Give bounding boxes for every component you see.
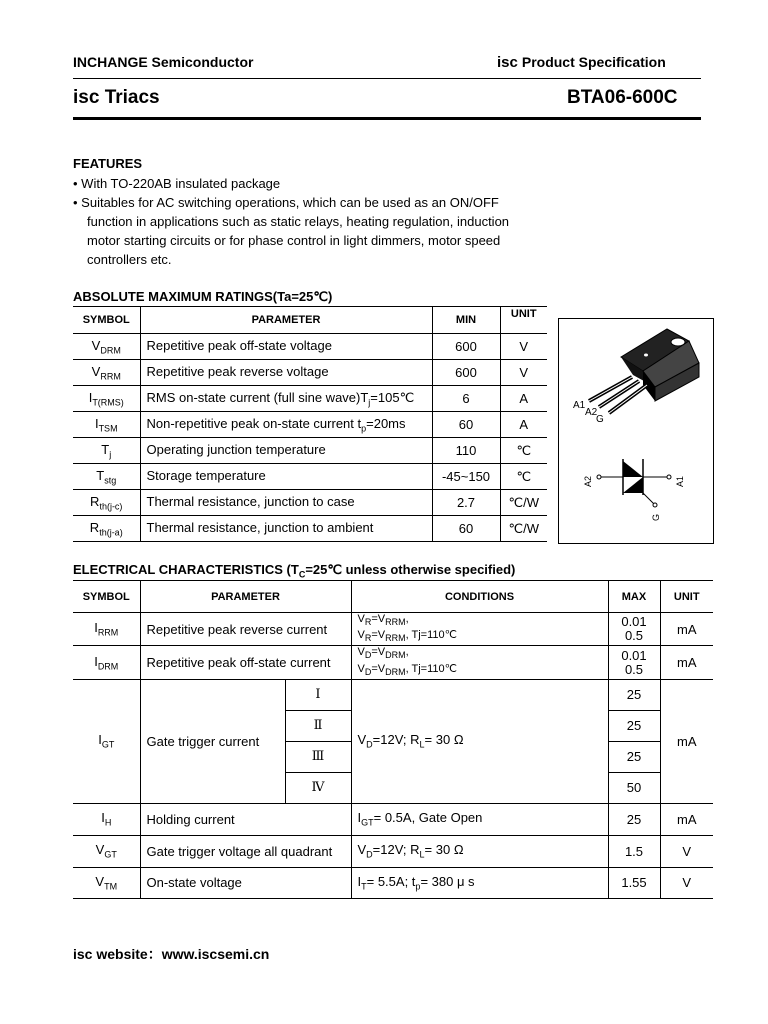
min-cell: 110 [432, 438, 500, 464]
parameter-cell [140, 516, 432, 542]
param-text: Thermal resistance, junction to case [146, 493, 355, 509]
ec-heading [73, 562, 515, 580]
sym: I [88, 389, 93, 405]
c: , Tj=110℃ [405, 629, 457, 642]
symbol-cell [73, 835, 140, 867]
table-row [73, 438, 547, 464]
unit-cell: mA [660, 679, 713, 803]
sym: V [95, 873, 105, 889]
param-text: RMS on-state current (full sine wave)T [146, 389, 369, 405]
param-text: Thermal resistance, junction to ambient [146, 519, 374, 535]
c-sub: D [364, 666, 372, 677]
spec-label-text: Product Specification [521, 54, 666, 70]
amr-heading: ABSOLUTE MAXIMUM RATINGS(Ta=25℃) [73, 289, 333, 304]
sym-sub: GT [101, 740, 115, 751]
max-value: 0.01 [621, 614, 647, 630]
amr-table [73, 306, 547, 542]
c: V [357, 613, 365, 625]
symbol-cell [73, 613, 140, 646]
conditions-cell [351, 646, 608, 679]
c: =V [371, 646, 386, 659]
table-row [73, 360, 547, 386]
table-row [73, 386, 547, 412]
max-cell: 25 [608, 803, 660, 835]
pin-a1-label: A1 [573, 400, 586, 411]
c: , [405, 646, 409, 659]
parameter-cell: On-state voltage [140, 867, 351, 898]
unit-cell: mA [660, 613, 713, 646]
max-value: 0.5 [624, 628, 644, 644]
table-row [73, 613, 713, 646]
unit-cell: V [500, 334, 547, 360]
col-min: MIN [432, 307, 500, 334]
max-cell: 25 [608, 679, 660, 710]
c: V [357, 732, 367, 748]
parameter-cell [140, 334, 432, 360]
sym: T [96, 467, 105, 483]
min-cell: 60 [432, 516, 500, 542]
unit-cell: V [660, 835, 713, 867]
sym-sub: th(j-a) [99, 527, 123, 538]
sym-sub: TSM [98, 423, 118, 434]
ec-col-max: MAX [608, 581, 660, 613]
unit-cell: V [500, 360, 547, 386]
sym-sub: TM [104, 881, 118, 892]
min-cell: 600 [432, 334, 500, 360]
c-sub: T [361, 881, 367, 892]
ec-header-row [73, 581, 713, 613]
param-text: Repetitive peak off-state voltage [146, 337, 332, 353]
table-row [73, 646, 713, 679]
sym: I [94, 415, 99, 431]
max-value: 0.01 [621, 647, 647, 663]
min-cell: 2.7 [432, 490, 500, 516]
ec-col-symbol: SYMBOL [73, 581, 140, 613]
param-text: Non-repetitive peak on-state current t [146, 415, 362, 431]
conditions-cell [351, 867, 608, 898]
sym-sub: RRM [97, 627, 119, 638]
sym-sub: DRM [97, 661, 119, 672]
c-sub: RRM [385, 617, 406, 628]
c: I [357, 873, 362, 889]
symbol-cell [73, 412, 140, 438]
sym-sub: DRM [100, 345, 121, 356]
feature-item: • Suitables for AC switching operations, which can be used as an ON/OFF function in applications such as static relays, heating regulation, induction motor starting circuits or for phase control in light dimmers, motor speed controllers etc. [73, 195, 510, 267]
parameter-cell: Gate trigger current [140, 679, 285, 803]
c-sub: D [366, 740, 373, 751]
company-name: INCHANGE Semiconductor [73, 54, 254, 70]
col-unit: UNIT [500, 307, 547, 334]
sym-sub: RRM [100, 371, 121, 382]
c: = 30 Ω [424, 842, 464, 858]
symbol-g-label: G [651, 513, 661, 521]
min-cell: 60 [432, 412, 500, 438]
amr-header-row [73, 307, 547, 334]
max-cell [608, 613, 660, 646]
pin-g-label: G [596, 414, 604, 425]
max-cell: 25 [608, 710, 660, 741]
feature-text: With TO-220AB insulated package [81, 176, 281, 191]
product-spec-label [497, 54, 666, 71]
symbol-cell [73, 334, 140, 360]
c: = 380 μ s [420, 873, 475, 889]
features-heading: FEATURES [73, 156, 143, 171]
max-cell: 1.5 [608, 835, 660, 867]
header-divider [73, 78, 701, 79]
c-sub: p [415, 881, 421, 892]
symbol-cell [73, 679, 140, 803]
c: = 5.5A; t [366, 873, 416, 889]
c: =12V; R [372, 732, 420, 748]
pin-a2-label: A2 [585, 407, 598, 418]
symbol-cell [73, 464, 140, 490]
sym: V [95, 842, 105, 858]
sym-sub: j [109, 449, 112, 460]
c-sub: R [364, 617, 372, 628]
conditions-cell [351, 803, 608, 835]
ec-col-parameter: PARAMETER [140, 581, 351, 613]
max-cell: 1.55 [608, 867, 660, 898]
sym: I [94, 620, 98, 636]
param-sub: j [368, 397, 371, 408]
sym: I [98, 732, 102, 748]
sym-sub: T(RMS) [92, 397, 124, 408]
c-sub: L [419, 740, 425, 751]
c: I [357, 810, 362, 826]
sym-sub: H [104, 818, 112, 829]
symbol-cell [73, 438, 140, 464]
symbol-cell [73, 803, 140, 835]
ec-col-unit: UNIT [660, 581, 713, 613]
c: V [357, 662, 365, 675]
max-cell [608, 646, 660, 679]
ec-heading-post: =25℃ unless otherwise specified) [305, 562, 516, 577]
feature-text: Suitables for AC switching operations, which can be used as an ON/OFF function in applications such as static relays, heating regulation, induction motor starting circuits or for phase control in light dimmers, motor speed controllers etc. [81, 195, 510, 267]
parameter-cell: Gate trigger voltage all quadrant [140, 835, 351, 867]
sym: R [90, 493, 100, 509]
sym-sub: th(j-c) [99, 501, 123, 512]
c-sub: DRM [385, 650, 406, 661]
sym: I [101, 810, 105, 826]
c-sub: GT [361, 818, 374, 829]
c: = 0.5A, Gate Open [373, 810, 483, 826]
c: V [357, 629, 365, 642]
c: V [357, 842, 367, 858]
min-cell: 600 [432, 360, 500, 386]
unit-cell: A [500, 386, 547, 412]
quadrant-cell: Ⅲ [285, 741, 351, 772]
min-cell: 6 [432, 386, 500, 412]
conditions-cell [351, 679, 608, 803]
param-text: Operating junction temperature [146, 441, 326, 457]
quadrant-cell: Ⅳ [285, 772, 351, 803]
table-row [73, 679, 713, 710]
symbol-cell [73, 516, 140, 542]
table-row [73, 835, 713, 867]
ec-table [73, 580, 713, 899]
symbol-a2-label: A2 [583, 475, 593, 487]
unit-cell: mA [660, 646, 713, 679]
sym: R [89, 519, 100, 535]
symbol-cell [73, 490, 140, 516]
unit-cell: A [500, 412, 547, 438]
symbol-cell [73, 646, 140, 679]
param-tail: =20ms [366, 415, 406, 431]
to220-package-icon [559, 319, 713, 543]
unit-cell: ℃ [500, 464, 547, 490]
unit-cell: ℃/W [500, 490, 547, 516]
ec-heading-sub: C [298, 569, 306, 580]
parameter-cell [140, 438, 432, 464]
conditions-cell [351, 613, 608, 646]
table-row [73, 490, 547, 516]
max-cell: 25 [608, 741, 660, 772]
quadrant-cell: Ⅰ [285, 679, 351, 710]
parameter-cell [140, 386, 432, 412]
max-cell: 50 [608, 772, 660, 803]
parameter-cell: Holding current [140, 803, 351, 835]
sym: T [101, 441, 110, 457]
unit-cell: ℃/W [500, 516, 547, 542]
param-text: Storage temperature [146, 467, 266, 483]
c-sub: RRM [385, 633, 406, 644]
parameter-cell [140, 412, 432, 438]
symbol-cell [73, 867, 140, 898]
product-category-title: isc Triacs [73, 87, 160, 108]
table-row [73, 867, 713, 898]
symbol-a1-label: A1 [675, 475, 685, 487]
c: = 30 Ω [424, 732, 464, 748]
max-value: 0.5 [624, 661, 644, 677]
table-row [73, 334, 547, 360]
table-row [73, 516, 547, 542]
table-row [73, 412, 547, 438]
c: =V [371, 613, 386, 625]
footer-website: isc website：www.iscsemi.cn [73, 946, 270, 962]
sym: V [91, 337, 101, 353]
symbol-cell [73, 360, 140, 386]
col-parameter: PARAMETER [140, 307, 432, 334]
col-symbol: SYMBOL [73, 307, 140, 334]
unit-cell: V [660, 867, 713, 898]
sym: V [91, 363, 101, 379]
triac-symbol-icon [583, 459, 685, 521]
param-sub: p [361, 423, 367, 434]
title-divider [73, 117, 701, 120]
c-sub: L [419, 850, 425, 861]
table-row [73, 803, 713, 835]
table-row [73, 464, 547, 490]
conditions-cell [351, 835, 608, 867]
package-drawing [558, 318, 714, 544]
parameter-cell [140, 360, 432, 386]
c: , [405, 613, 409, 625]
unit-cell: ℃ [500, 438, 547, 464]
quadrant-cell: Ⅱ [285, 710, 351, 741]
c: =V [371, 662, 386, 675]
c-sub: DRM [385, 666, 406, 677]
feature-item: • With TO-220AB insulated package [73, 176, 281, 191]
c-sub: D [366, 850, 373, 861]
ec-col-conditions: CONDITIONS [351, 581, 608, 613]
parameter-cell: Repetitive peak reverse current [140, 613, 351, 646]
features-list [73, 174, 543, 269]
parameter-cell [140, 464, 432, 490]
c-sub: R [364, 633, 372, 644]
c: V [357, 646, 365, 659]
param-text: Repetitive peak reverse voltage [146, 363, 329, 379]
symbol-cell [73, 386, 140, 412]
sym-sub: GT [104, 850, 117, 861]
c: =V [371, 629, 386, 642]
min-cell: -45~150 [432, 464, 500, 490]
parameter-cell [140, 490, 432, 516]
c-sub: D [364, 650, 372, 661]
unit-cell: mA [660, 803, 713, 835]
isc-logo-text: isc [497, 54, 518, 71]
c: =12V; R [372, 842, 420, 858]
ec-heading-pre: ELECTRICAL CHARACTERISTICS (T [73, 562, 299, 577]
parameter-cell: Repetitive peak off-state current [140, 646, 351, 679]
param-tail: =105℃ [370, 389, 415, 405]
c: , Tj=110℃ [405, 662, 457, 675]
sym: I [94, 653, 98, 669]
part-number: BTA06-600C [567, 87, 678, 108]
sym-sub: stg [104, 475, 117, 486]
